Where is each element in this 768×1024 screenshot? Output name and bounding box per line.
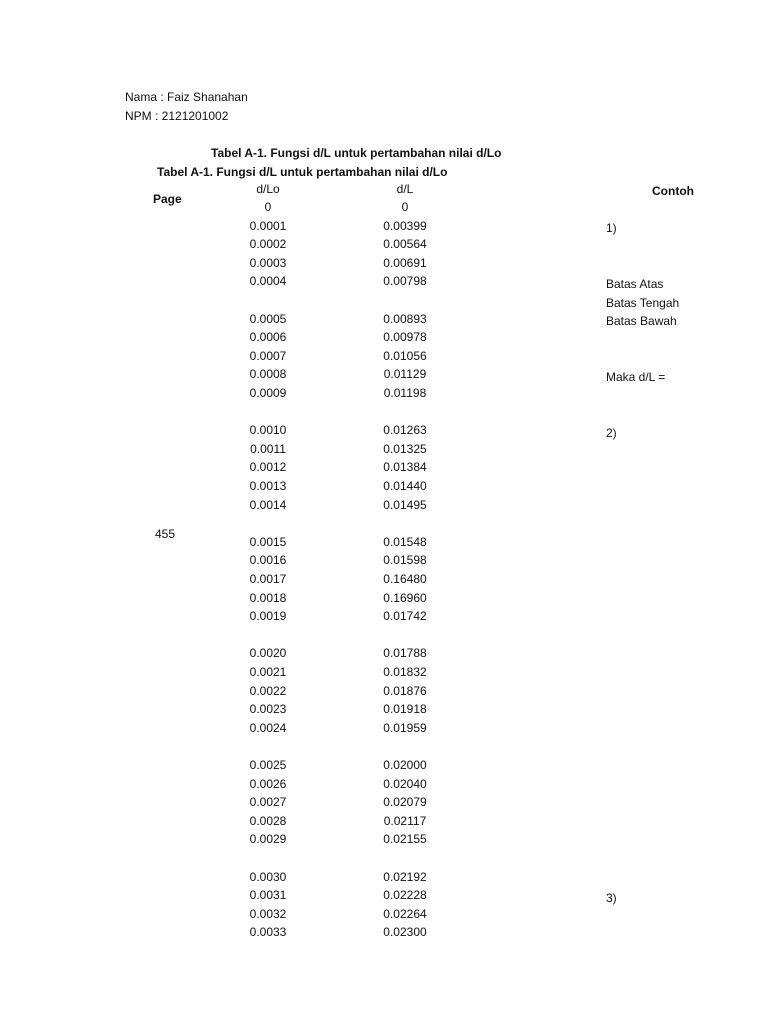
- table-row: [0, 756, 768, 774]
- table-row: [0, 533, 768, 551]
- dlo-value: 0.0018: [249, 590, 287, 605]
- table-row: [0, 421, 768, 439]
- column-header-dlo: d/Lo: [256, 182, 280, 196]
- table-row: [0, 254, 768, 272]
- dl-value: 0.01198: [383, 386, 427, 400]
- dl-value: 0.00978: [383, 330, 427, 345]
- dl-value: 0.00399: [383, 218, 427, 233]
- dlo-value: 0: [264, 200, 272, 214]
- table-row: [0, 589, 768, 607]
- contoh-heading: Contoh: [652, 184, 694, 198]
- table-row: [0, 291, 768, 309]
- table-row: [0, 347, 768, 365]
- dl-value: 0.00564: [383, 237, 427, 252]
- dl-value: 0.02117: [383, 813, 427, 828]
- dl-value: 0.02079: [383, 795, 427, 810]
- contoh-item-2: 2): [606, 426, 617, 440]
- dlo-value: 0.0030: [249, 869, 287, 884]
- dlo-value: 0.0025: [249, 758, 287, 772]
- dl-value: 0.00893: [383, 311, 427, 326]
- table-row: [0, 440, 768, 458]
- maka-dl-label: Maka d/L =: [606, 370, 666, 384]
- table-row: [0, 365, 768, 383]
- table-row: [0, 886, 768, 904]
- table-row: [0, 830, 768, 848]
- table-row: [0, 737, 768, 755]
- table-row: [0, 328, 768, 346]
- dl-value: 0.02228: [383, 888, 427, 903]
- table-title: Tabel A-1. Fungsi d/L untuk pertambahan nilai d/Lo: [211, 146, 502, 160]
- dlo-value: 0.0028: [249, 813, 287, 828]
- dl-value: 0.02192: [383, 869, 427, 884]
- dl-value: 0.01832: [383, 665, 427, 679]
- dlo-value: 0.0019: [249, 609, 287, 624]
- dlo-value: 0.0031: [249, 888, 287, 903]
- dlo-value: 0.0027: [249, 795, 287, 810]
- table-row: [0, 849, 768, 867]
- dlo-value: 0.0008: [249, 367, 287, 382]
- table-title-repeat: Tabel A-1. Fungsi d/L untuk pertambahan nilai d/Lo: [157, 165, 448, 179]
- dl-value: 0: [401, 200, 409, 214]
- table-row: [0, 235, 768, 253]
- dlo-value: 0.0016: [249, 553, 287, 568]
- dl-value: 0.01440: [383, 479, 427, 493]
- dl-value: 0.01918: [383, 702, 427, 717]
- dl-value: 0.01129: [383, 367, 427, 382]
- table-row: [0, 644, 768, 662]
- student-npm: NPM : 2121201002: [125, 109, 229, 123]
- table-row: [0, 403, 768, 421]
- dl-value: 0.01325: [383, 441, 427, 456]
- dl-value: 0.02040: [383, 776, 427, 791]
- table-row: [0, 310, 768, 328]
- dl-value: 0.16480: [383, 572, 427, 586]
- dl-value: 0.00798: [383, 274, 427, 289]
- dlo-value: 0.0007: [249, 348, 287, 363]
- dlo-value: 0.0005: [249, 311, 287, 326]
- dl-value: 0.01598: [383, 553, 427, 568]
- batas-bawah-label: Batas Bawah: [606, 314, 677, 328]
- dlo-value: 0.0021: [249, 665, 287, 679]
- dl-value: 0.01742: [383, 609, 427, 624]
- table-row: [0, 700, 768, 718]
- dl-value: 0.01788: [383, 646, 427, 661]
- dlo-value: 0.0012: [249, 460, 287, 475]
- dl-value: 0.01056: [383, 348, 427, 363]
- batas-tengah-label: Batas Tengah: [606, 296, 680, 310]
- table-row: [0, 384, 768, 402]
- batas-atas-label: Batas Atas: [606, 277, 664, 291]
- table-row: [0, 775, 768, 793]
- dlo-value: 0.0003: [249, 255, 287, 270]
- dlo-value: 0.0009: [249, 386, 287, 400]
- table-row: [0, 719, 768, 737]
- table-row: [0, 793, 768, 811]
- dl-value: 0.02000: [383, 758, 427, 772]
- dl-value: 0.01548: [383, 534, 427, 549]
- table-row: [0, 868, 768, 886]
- dlo-value: 0.0023: [249, 702, 287, 717]
- table-row: [0, 570, 768, 588]
- page-label: Page: [153, 192, 182, 206]
- dlo-value: 0.0002: [249, 237, 287, 252]
- dl-value: 0.01495: [383, 497, 427, 512]
- dlo-value: 0.0015: [249, 534, 287, 549]
- dlo-value: 0.0024: [249, 720, 287, 735]
- table-row: [0, 217, 768, 235]
- table-row: [0, 812, 768, 830]
- dlo-value: 0.0026: [249, 776, 287, 791]
- dl-value: 0.01384: [383, 460, 427, 475]
- table-row: [0, 198, 768, 216]
- dlo-value: 0.0004: [249, 274, 287, 289]
- dl-value: 0.01263: [383, 423, 427, 438]
- table-row: [0, 272, 768, 290]
- table-row: [0, 514, 768, 532]
- table-row: [0, 496, 768, 514]
- table-row: [0, 477, 768, 495]
- page-number: 455: [155, 527, 176, 541]
- dl-value: 0.01959: [383, 720, 427, 735]
- dlo-value: 0.0013: [249, 479, 287, 493]
- dlo-value: 0.0014: [249, 497, 287, 512]
- dlo-value: 0.0010: [249, 423, 287, 438]
- contoh-item-1: 1): [606, 221, 617, 235]
- column-header-dl: d/L: [396, 182, 414, 196]
- dl-value: 0.02300: [383, 925, 427, 940]
- dlo-value: 0.0001: [249, 218, 287, 233]
- dlo-value: 0.0033: [249, 925, 287, 940]
- dl-value: 0.16960: [383, 590, 427, 605]
- dlo-value: 0.0011: [250, 441, 286, 456]
- dl-value: 0.01876: [383, 683, 427, 698]
- dlo-value: 0.0017: [249, 572, 287, 586]
- dlo-value: 0.0020: [249, 646, 287, 661]
- dlo-value: 0.0022: [249, 683, 287, 698]
- dl-value: 0.02155: [383, 832, 427, 847]
- table-row: [0, 626, 768, 644]
- dl-value: 0.02264: [383, 906, 427, 921]
- table-row: [0, 551, 768, 569]
- dl-value: 0.00691: [383, 255, 427, 270]
- dlo-value: 0.0029: [249, 832, 287, 847]
- dlo-value: 0.0032: [249, 906, 287, 921]
- dlo-value: 0.0006: [249, 330, 287, 345]
- table-row: [0, 663, 768, 681]
- table-row: [0, 682, 768, 700]
- table-row: [0, 607, 768, 625]
- table-row: [0, 458, 768, 476]
- contoh-item-3: 3): [606, 891, 617, 905]
- student-name: Nama : Faiz Shanahan: [125, 90, 248, 104]
- table-row: [0, 923, 768, 941]
- table-row: [0, 905, 768, 923]
